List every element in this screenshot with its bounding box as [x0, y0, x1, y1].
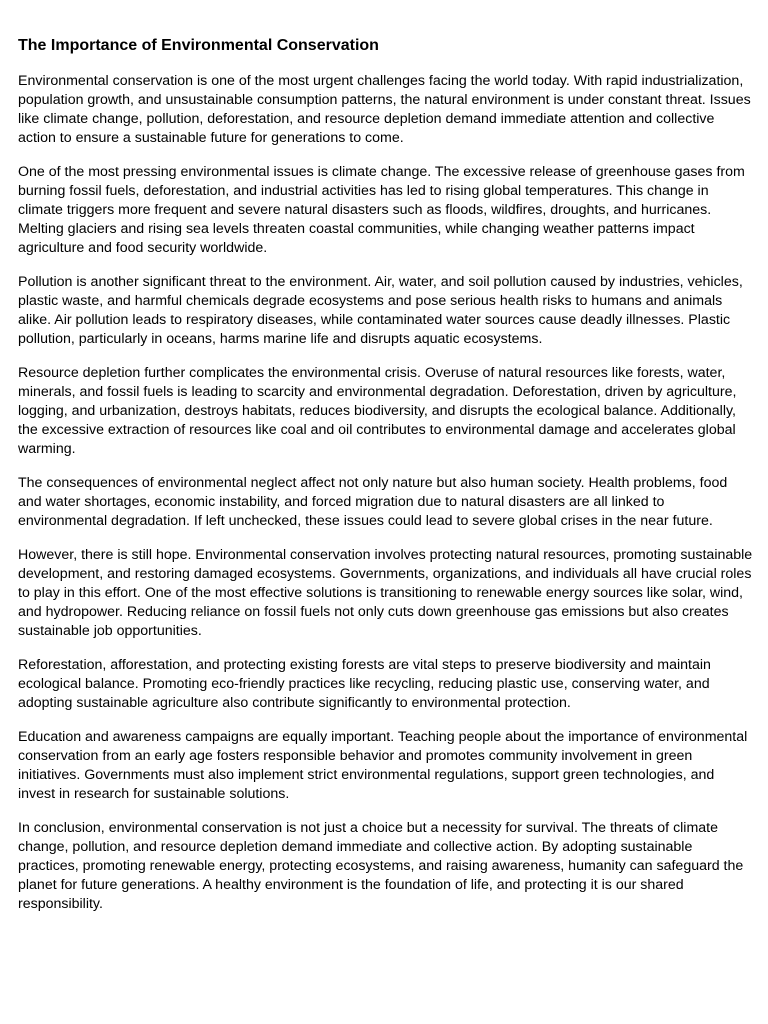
paragraph-pollution: Pollution is another significant threat to the environment. Air, water, and soil pollution caused by industries, vehicles, plastic waste, and harmful chemicals degrade ecosystems and pose serious health risks to humans and animals alike. Air pollution leads to respiratory diseases, while contaminated water sources cause deadly illnesses. Plastic pollution, particularly in oceans, harms marine life and disrupts aquatic ecosystems. [18, 274, 743, 347]
paragraph-conclusion: In conclusion, environmental conservation is not just a choice but a necessity for survival. The threats of climate change, pollution, and resource depletion demand immediate and collective action. By adopting sustainable practices, promoting renewable energy, protecting ecosystems, and raising awareness, humanity can safeguard the planet for future generations. A healthy environment is the foundation of life, and protecting it is our shared responsibility. [18, 820, 744, 912]
paragraph-reforestation: Reforestation, afforestation, and protecting existing forests are vital steps to preserve biodiversity and maintain ecological balance. Promoting eco-friendly practices like recycling, reducing plastic use, conserving water, and adopting sustainable agriculture also contribute significantly to environmental protection. [18, 657, 711, 711]
document-title: The Importance of Environmental Conservation [18, 37, 379, 54]
paragraph-hope: However, there is still hope. Environmental conservation involves protecting natural resources, promoting sustainable development, and restoring damaged ecosystems. Governments, organizations, and individuals all have crucial roles to play in this effort. One of the most effective solutions is transitioning to renewable energy sources like solar, wind, and hydropower. Reducing reliance on fossil fuels not only cuts down greenhouse gas emissions but also creates sustainable job opportunities. [18, 547, 753, 639]
paragraph-intro: Environmental conservation is one of the most urgent challenges facing the world today. With rapid industrialization, population growth, and unsustainable consumption patterns, the natural environment is under constant threat. Issues like climate change, pollution, deforestation, and resource depletion demand immediate attention and collective action to ensure a sustainable future for generations to come. [18, 73, 751, 146]
paragraph-consequences: The consequences of environmental neglect affect not only nature but also human society. Health problems, food and water shortages, economic instability, and forced migration due to natural disasters are all linked to environmental degradation. If left unchecked, these issues could lead to severe global crises in the near future. [18, 475, 728, 529]
paragraph-education: Education and awareness campaigns are equally important. Teaching people about the importance of environmental conservation from an early age fosters responsible behavior and promotes community involvement in green initiatives. Governments must also implement strict environmental regulations, support green technologies, and invest in research for sustainable solutions. [18, 729, 748, 802]
paragraph-resource-depletion: Resource depletion further complicates the environmental crisis. Overuse of natural resources like forests, water, minerals, and fossil fuels is leading to scarcity and environmental degradation. Deforestation, driven by agriculture, logging, and urbanization, destroys habitats, reduces biodiversity, and disrupts the ecological balance. Additionally, the excessive extraction of resources like coal and oil contributes to environmental damage and accelerates global warming. [18, 365, 737, 457]
paragraph-climate-change: One of the most pressing environmental issues is climate change. The excessive release of greenhouse gases from burning fossil fuels, deforestation, and industrial activities has led to rising global temperatures. This change in climate triggers more frequent and severe natural disasters such as floods, wildfires, droughts, and hurricanes. Melting glaciers and rising sea levels threaten coastal communities, while changing weather patterns impact agriculture and food security worldwide. [18, 164, 745, 256]
